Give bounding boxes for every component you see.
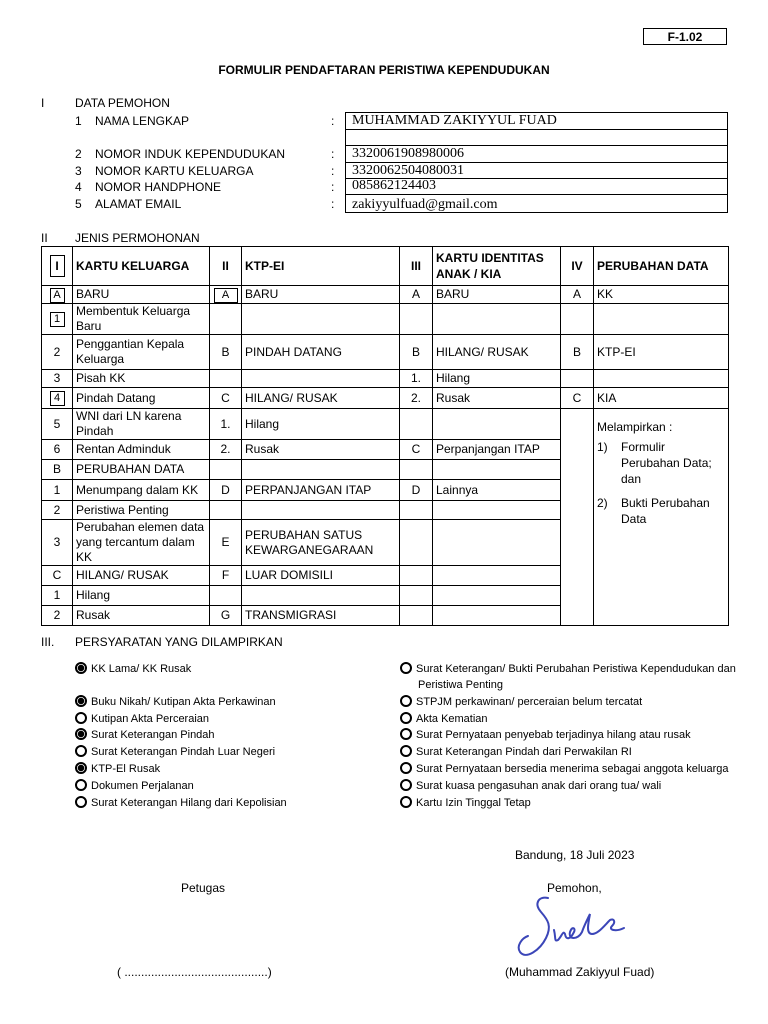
table-cell: 3 (42, 370, 73, 388)
colon: : (331, 147, 335, 161)
field-num-1: 1 (75, 114, 82, 128)
radio-empty-icon[interactable] (400, 762, 412, 774)
table-cell: PINDAH DATANG (242, 335, 400, 370)
table-cell: PERUBAHAN DATA (73, 460, 210, 480)
radio-empty-icon[interactable] (75, 779, 87, 791)
form-code: F-1.02 (643, 28, 727, 45)
table-cell: D (400, 480, 433, 501)
table-cell: 6 (42, 440, 73, 460)
lampiran-text: Formulir Perubahan Data; dan (621, 440, 712, 486)
section2-title: JENIS PERMOHONAN (75, 231, 200, 245)
table-cell: Rentan Adminduk (73, 440, 210, 460)
section3-num: III. (41, 635, 55, 649)
table-cell: 2 (42, 606, 73, 626)
table-cell (242, 304, 400, 335)
table-cell: C (561, 388, 594, 409)
colon: : (331, 114, 335, 128)
table-cell: Peristiwa Penting (73, 501, 210, 520)
table-cell: C (42, 566, 73, 586)
table-cell (561, 304, 594, 335)
table-cell: 1 (42, 480, 73, 501)
field-label-phone: NOMOR HANDPHONE (95, 180, 222, 194)
table-cell: 2 (42, 335, 73, 370)
field-num-3: 3 (75, 164, 82, 178)
section1-title: DATA PEMOHON (75, 96, 170, 110)
kia-header: KARTU IDENTITAS ANAK / KIA (433, 247, 561, 286)
requirement-label-cont: Peristiwa Penting (418, 679, 503, 691)
table-cell: Membentuk Keluarga Baru (73, 304, 210, 335)
table-cell (433, 566, 561, 586)
radio-checked-icon[interactable] (75, 728, 87, 740)
requirement-akta-perceraian[interactable] (75, 711, 209, 728)
colon: : (331, 164, 335, 178)
table-cell: 3 (42, 520, 73, 566)
field-label-email: ALAMAT EMAIL (95, 197, 182, 211)
field-label-nik: NOMOR INDUK KEPENDUDUKAN (95, 147, 286, 161)
table-cell: HILANG/ RUSAK (433, 335, 561, 370)
table-cell (400, 606, 433, 626)
table-cell: 2. (400, 388, 433, 409)
pd-header: PERUBAHAN DATA (594, 247, 729, 286)
table-cell (210, 304, 242, 335)
kk-header-num: I (50, 255, 65, 277)
requirement-label: Akta Kematian (416, 713, 488, 725)
table-cell (400, 520, 433, 566)
name-field-extra-line (345, 129, 728, 146)
table-cell: 2. (210, 440, 242, 460)
field-label-kk: NOMOR KARTU KELUARGA (95, 164, 254, 178)
table-cell: Hilang (433, 370, 561, 388)
table-cell: Rusak (433, 388, 561, 409)
table-cell: TRANSMIGRASI (242, 606, 400, 626)
table-cell: BARU (73, 286, 210, 304)
requirement-sk-pindah-ln[interactable] (75, 744, 275, 761)
table-cell: Pisah KK (73, 370, 210, 388)
requirement-label: Surat Keterangan Pindah dari Perwakilan RI (416, 746, 632, 758)
officer-name-placeholder: ( ...........................................) (117, 965, 272, 979)
requirement-label: STPJM perkawinan/ perceraian belum tercatat (416, 696, 643, 708)
kia-header-num: III (400, 247, 433, 286)
table-cell: Lainnya (433, 480, 561, 501)
table-cell: G (210, 606, 242, 626)
table-cell: 1. (400, 370, 433, 388)
table-cell: Rusak (73, 606, 210, 626)
table-cell (433, 501, 561, 520)
requirement-label: Surat kuasa pengasuhan anak dari orang tua/ wali (416, 780, 662, 792)
section2-num: II (41, 231, 48, 245)
table-cell: LUAR DOMISILI (242, 566, 400, 586)
requirement-label: Surat Keterangan Hilang dari Kepolisian (91, 797, 287, 809)
table-cell: A (400, 286, 433, 304)
table-cell: Perpanjangan ITAP (433, 440, 561, 460)
requirement-label: Buku Nikah/ Kutipan Akta Perkawinan (91, 696, 276, 708)
table-cell (242, 501, 400, 520)
lampiran-num: 2) (597, 496, 608, 510)
table-cell (210, 460, 242, 480)
applicant-label: Pemohon, (547, 881, 602, 895)
radio-checked-icon[interactable] (75, 695, 87, 707)
field-num-4: 4 (75, 180, 82, 194)
table-cell: Penggantian Kepala Keluarga (73, 335, 210, 370)
table-cell (400, 501, 433, 520)
requirement-label: Kutipan Akta Perceraian (91, 713, 210, 725)
requirement-label: KK Lama/ KK Rusak (91, 663, 192, 675)
lampiran-title: Melampirkan : (597, 420, 673, 434)
table-cell (210, 586, 242, 606)
radio-empty-icon[interactable] (400, 712, 412, 724)
table-cell: B (561, 335, 594, 370)
applicant-signature (508, 890, 638, 965)
table-cell (594, 304, 729, 335)
table-cell: E (210, 520, 242, 566)
requirement-label: KTP-El Rusak (91, 763, 161, 775)
field-num-2: 2 (75, 147, 82, 161)
nik-field[interactable]: 3320061908980006 (345, 145, 728, 163)
requirement-sk-perubahan[interactable] (400, 661, 736, 678)
colon: : (331, 197, 335, 211)
radio-empty-icon[interactable] (75, 745, 87, 757)
field-label-name: NAMA LENGKAP (95, 114, 190, 128)
table-cell (242, 370, 400, 388)
radio-empty-icon[interactable] (75, 712, 87, 724)
table-cell (242, 460, 400, 480)
table-cell: C (210, 388, 242, 409)
table-cell (433, 586, 561, 606)
table-cell (561, 370, 594, 388)
field-num-5: 5 (75, 197, 82, 211)
place-date: Bandung, 18 Juli 2023 (515, 848, 635, 862)
kk-checkbox-pindah-datang[interactable]: 4 (50, 391, 65, 406)
kk-checkbox-baru[interactable]: A (50, 288, 65, 303)
radio-empty-icon[interactable] (400, 695, 412, 707)
kk-checkbox-membentuk[interactable]: 1 (50, 312, 65, 327)
table-cell: 2 (42, 501, 73, 520)
table-cell (400, 304, 433, 335)
table-cell: KTP-EI (594, 335, 729, 370)
form-title: FORMULIR PENDAFTARAN PERISTIWA KEPENDUDUKAN (218, 63, 550, 77)
radio-empty-icon[interactable] (400, 745, 412, 757)
lampiran-text: Bukti Perubahan Data (621, 496, 710, 526)
lampiran-box (594, 409, 729, 626)
radio-empty-icon[interactable] (400, 796, 412, 808)
pd-header-num: IV (561, 247, 594, 286)
requirement-ktp-rusak[interactable] (75, 761, 160, 778)
requirement-sp-hilang-rusak[interactable] (400, 727, 691, 744)
requirement-buku-nikah[interactable] (75, 694, 276, 711)
ktp-header-num: II (210, 247, 242, 286)
ktp-header: KTP-EI (242, 247, 400, 286)
requirement-sp-anggota-keluarga[interactable] (400, 761, 728, 778)
table-cell: BARU (433, 286, 561, 304)
table-cell: KIA (594, 388, 729, 409)
table-cell (433, 460, 561, 480)
table-cell: Hilang (73, 586, 210, 606)
requirement-sk-hilang[interactable] (75, 795, 287, 812)
table-cell: Hilang (242, 409, 400, 440)
table-cell: A (561, 286, 594, 304)
radio-empty-icon[interactable] (400, 728, 412, 740)
lampiran-item (597, 495, 725, 527)
table-cell: B (210, 335, 242, 370)
table-cell (400, 460, 433, 480)
radio-empty-icon[interactable] (75, 796, 87, 808)
requirement-label: Kartu Izin Tinggal Tetap (416, 797, 531, 809)
table-cell: WNI dari LN karena Pindah (73, 409, 210, 440)
radio-checked-icon[interactable] (75, 662, 87, 674)
table-cell: Pindah Datang (73, 388, 210, 409)
section3-title: PERSYARATAN YANG DILAMPIRKAN (75, 635, 283, 649)
applicant-name: (Muhammad Zakiyyul Fuad) (505, 965, 655, 979)
requirement-akta-kematian[interactable] (400, 711, 488, 728)
jenis-permohonan-table (41, 246, 729, 626)
table-cell (400, 566, 433, 586)
table-cell: Rusak (242, 440, 400, 460)
table-cell (433, 606, 561, 626)
table-cell: HILANG/ RUSAK (73, 566, 210, 586)
table-cell: PERPANJANGAN ITAP (242, 480, 400, 501)
table-cell (433, 520, 561, 566)
requirement-sk-pindah-ri[interactable] (400, 744, 632, 761)
requirement-sk-pindah[interactable] (75, 727, 215, 744)
table-cell: PERUBAHAN SATUS KEWARGANEGARAAN (242, 520, 400, 566)
radio-checked-icon[interactable] (75, 762, 87, 774)
radio-empty-icon[interactable] (400, 662, 412, 674)
officer-label: Petugas (181, 881, 226, 895)
table-cell: B (42, 460, 73, 480)
table-cell (433, 409, 561, 440)
requirement-stpjm[interactable] (400, 694, 642, 711)
table-cell (400, 586, 433, 606)
phone-field[interactable]: 085862124403 (345, 178, 728, 195)
table-cell: Perubahan elemen data yang tercantum dalam KK (73, 520, 210, 566)
table-cell: C (400, 440, 433, 460)
table-cell: 1 (42, 586, 73, 606)
requirement-dokumen-perjalanan[interactable] (75, 778, 194, 795)
table-cell (210, 370, 242, 388)
kk-field[interactable]: 3320062504080031 (345, 162, 728, 179)
table-cell (400, 409, 433, 440)
table-cell: BARU (242, 286, 400, 304)
table-cell: HILANG/ RUSAK (242, 388, 400, 409)
lampiran-num: 1) (597, 440, 608, 454)
email-field[interactable]: zakiyyulfuad@gmail.com (345, 194, 728, 213)
table-cell: 1. (210, 409, 242, 440)
table-cell (210, 501, 242, 520)
table-cell: D (210, 480, 242, 501)
section1-num: I (41, 96, 45, 110)
requirement-label: Surat Keterangan/ Bukti Perubahan Peristiwa Kependudukan dan (416, 663, 736, 675)
kk-header: KARTU KELUARGA (73, 247, 210, 286)
table-cell: Menumpang dalam KK (73, 480, 210, 501)
table-cell (433, 304, 561, 335)
lampiran-item (597, 439, 725, 487)
requirement-surat-kuasa[interactable] (400, 778, 661, 795)
table-cell: B (400, 335, 433, 370)
requirement-kitap[interactable] (400, 795, 531, 812)
table-cell (242, 586, 400, 606)
ktp-checkbox-baru[interactable]: A (214, 288, 238, 303)
radio-empty-icon[interactable] (400, 779, 412, 791)
table-cell (594, 370, 729, 388)
requirement-label: Dokumen Perjalanan (91, 780, 194, 792)
requirement-label: Surat Pernyataan bersedia menerima sebagai anggota keluarga (416, 763, 729, 775)
requirement-label: Surat Keterangan Pindah (91, 729, 215, 741)
requirement-kk-rusak[interactable] (75, 661, 191, 678)
table-cell: KK (594, 286, 729, 304)
colon: : (331, 180, 335, 194)
table-cell: 5 (42, 409, 73, 440)
requirement-label: Surat Pernyataan penyebab terjadinya hilang atau rusak (416, 729, 691, 741)
table-cell: F (210, 566, 242, 586)
table-cell (561, 409, 594, 626)
name-field[interactable]: MUHAMMAD ZAKIYYUL FUAD (345, 112, 728, 130)
requirement-label: Surat Keterangan Pindah Luar Negeri (91, 746, 276, 758)
